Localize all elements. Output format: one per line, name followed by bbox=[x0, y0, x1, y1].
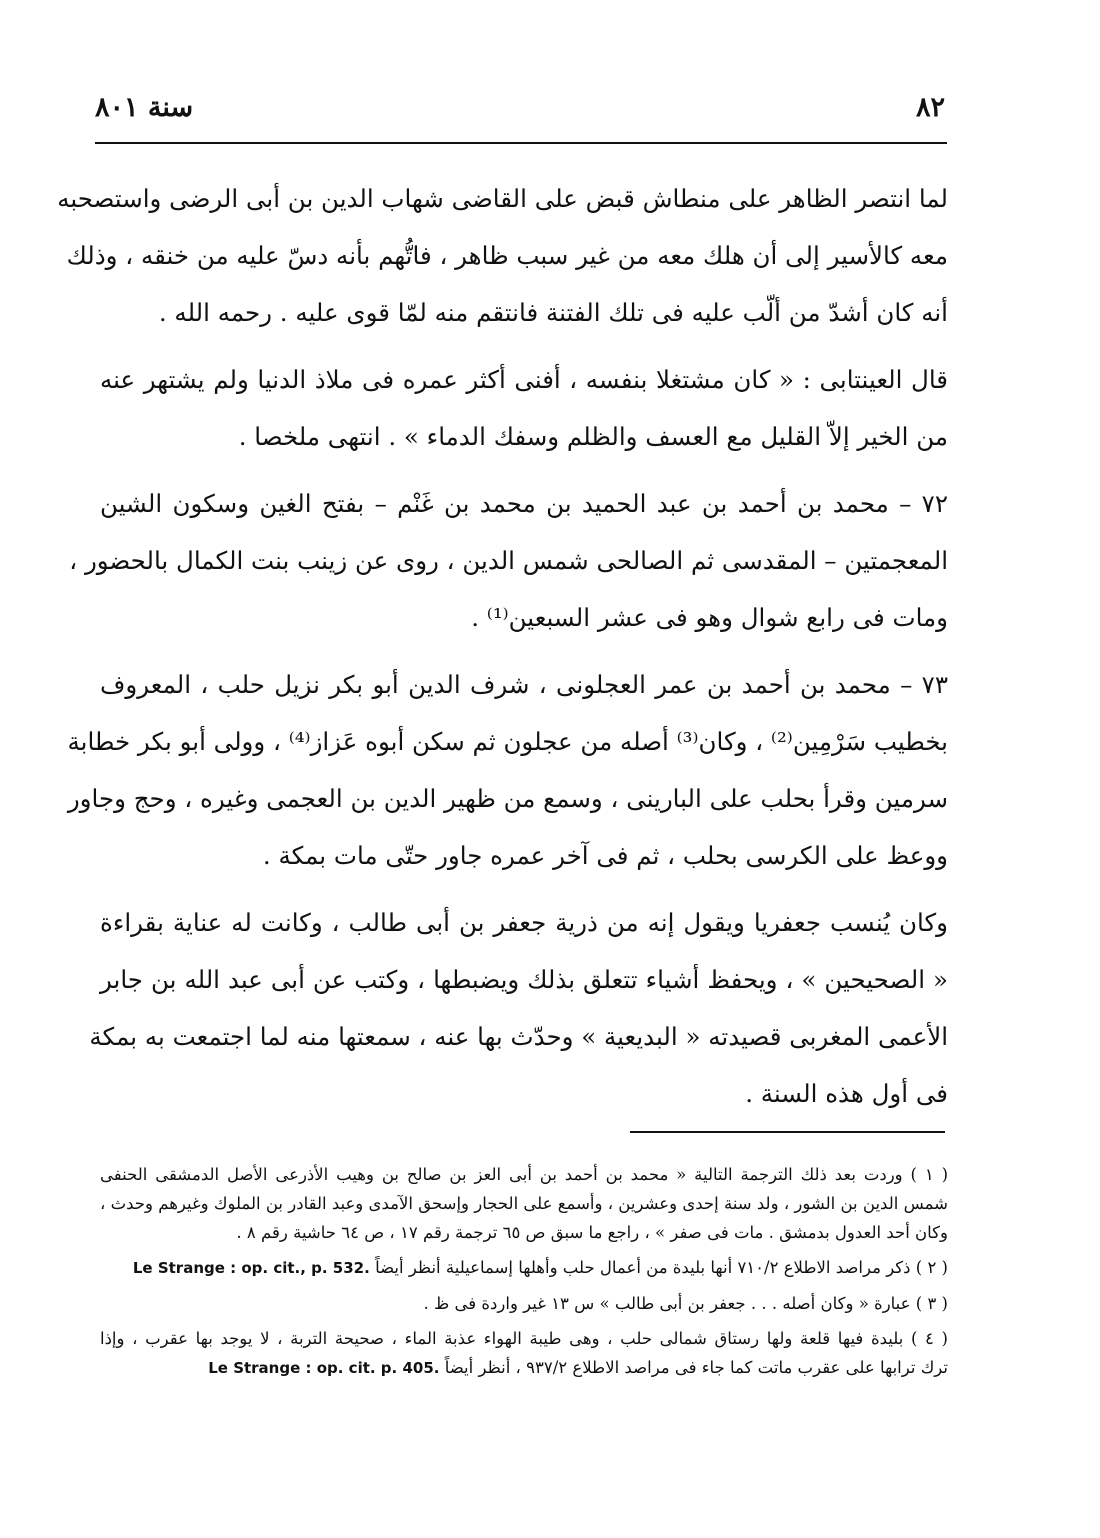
text-line: المعجمتين – المقدسى ثم الصالحى شمس الدين ، روى عن زينب بنت الكمال بالحضور ، bbox=[69, 546, 948, 575]
main-text bbox=[57, 170, 948, 1132]
footnote-4 bbox=[100, 1324, 948, 1383]
footnote-1 bbox=[100, 1160, 948, 1247]
text-line: ٧٣ – محمد بن أحمد بن عمر العجلونى ، شرف الدين أبو بكر نزيل حلب ، المعروف bbox=[100, 670, 948, 699]
footnote-line: شمس الدين بن الشور ، ولد سنة إحدى وعشرين ، وأسمع على الحجار وإسحق الآمدى وعبد القادر بن الملوك وغيرهم وحدث ، bbox=[100, 1194, 948, 1213]
text-line: فى أول هذه السنة . bbox=[745, 1079, 948, 1108]
latin-citation: Le Strange : op. cit. p. 405. bbox=[208, 1359, 440, 1377]
paragraph bbox=[57, 170, 948, 341]
page-header bbox=[95, 92, 945, 132]
text-line: سرمين وقرأ بحلب على البارينى ، وسمع من ظهير الدين بن العجمى وغيره ، وحج وجاور bbox=[67, 784, 948, 813]
footnote-line bbox=[100, 1253, 948, 1283]
footnote-line: وكان أحد العدول بدمشق . مات فى صفر » ، راجع ما سبق ص ٦٥ ترجمة رقم ١٧ ، ص ٦٤ حاشية رقم ٨ . bbox=[236, 1223, 948, 1242]
footnote-text: ( ٢ ) ذكر مراصد الاطلاع ٧١٠/٢ أنها بليدة من أعمال حلب وأهلها إسماعيلية أنظر أيضاً bbox=[375, 1258, 948, 1277]
text-line: ووعظ على الكرسى بحلب ، ثم فى آخر عمره جاور حتّى مات بمكة . bbox=[262, 841, 948, 870]
text-line: بخطيب سَرْمِين⁽²⁾ ، وكان⁽³⁾ أصله من عجلون ثم سكن أبوه عَزاز⁽⁴⁾ ، وولى أبو بكر خطابة bbox=[67, 727, 948, 756]
paragraph bbox=[89, 894, 948, 1122]
text-line: وكان يُنسب جعفريا ويقول إنه من ذرية جعفر بن أبى طالب ، وكانت له عناية بقراءة bbox=[100, 908, 948, 937]
header-divider bbox=[95, 142, 947, 144]
text-line: معه كالأسير إلى أن هلك معه من غير سبب ظاهر ، فاتُّهم بأنه دسّ عليه من خنقه ، وذلك bbox=[66, 241, 948, 270]
text-line: من الخير إلاّ القليل مع العسف والظلم وسفك الدماء » . انتهى ملخصا . bbox=[238, 422, 948, 451]
text-line: ومات فى رابع شوال وهو فى عشر السبعين⁽¹⁾ . bbox=[471, 603, 948, 632]
latin-citation: Le Strange : op. cit., p. 532. bbox=[132, 1259, 370, 1277]
page-number: ٨٢ bbox=[915, 92, 945, 123]
text-line: ٧٢ – محمد بن أحمد بن عبد الحميد بن محمد بن غَنْم – بفتح الغين وسكون الشين bbox=[100, 489, 948, 518]
text-line: لما انتصر الظاهر على منطاش قبض على القاضى شهاب الدين بن أبى الرضى واستصحبه bbox=[57, 184, 948, 213]
text-line: قال العينتابى : « كان مشتغلا بنفسه ، أفنى أكثر عمره فى ملاذ الدنيا ولم يشتهر عنه bbox=[100, 365, 948, 394]
footnote-divider bbox=[630, 1131, 945, 1133]
running-head: سنة ٨٠١ bbox=[95, 92, 194, 123]
text-line: الأعمى المغربى قصيدته « البديعية » وحدّث بها عنه ، سمعتها منه لما اجتمعت به بمكة bbox=[89, 1022, 948, 1051]
footnote-3 bbox=[100, 1289, 948, 1318]
footnote-line: ( ١ ) وردت بعد ذلك الترجمة التالية « محمد بن أحمد بن أبى العز بن صالح بن وهيب الأذرعى الأصل الدمشقى الحنفى bbox=[100, 1165, 949, 1184]
footnote-line: ( ٤ ) بليدة فيها قلعة ولها رستاق شمالى حلب ، وهى طيبة الهواء عذبة الماء ، صحيحة التربة ، لا يوجد بها عقرب ، وإذا bbox=[100, 1329, 948, 1348]
footnote-line bbox=[100, 1353, 948, 1383]
text-line: « الصحيحين » ، ويحفظ أشياء تتعلق بذلك ويضبطها ، وكتب عن أبى عبد الله بن جابر bbox=[100, 965, 948, 994]
footnote-line: ( ٣ ) عبارة « وكان أصله . . . جعفر بن أبى طالب » س ١٣ غير واردة فى ظ . bbox=[423, 1294, 948, 1313]
footnote-text: ترك ترابها على عقرب ماتت كما جاء فى مراصد الاطلاع ٩٣٧/٢ ، أنظر أيضاً bbox=[444, 1358, 948, 1377]
paragraph bbox=[100, 351, 948, 465]
footnotes bbox=[100, 1160, 948, 1389]
text-line: أنه كان أشدّ من ألّب عليه فى تلك الفتنة فانتقم منه لمّا قوى عليه . رحمه الله . bbox=[158, 298, 948, 327]
footnote-2 bbox=[100, 1253, 948, 1283]
biography-entry-73 bbox=[67, 656, 948, 884]
biography-entry-72 bbox=[69, 475, 948, 646]
